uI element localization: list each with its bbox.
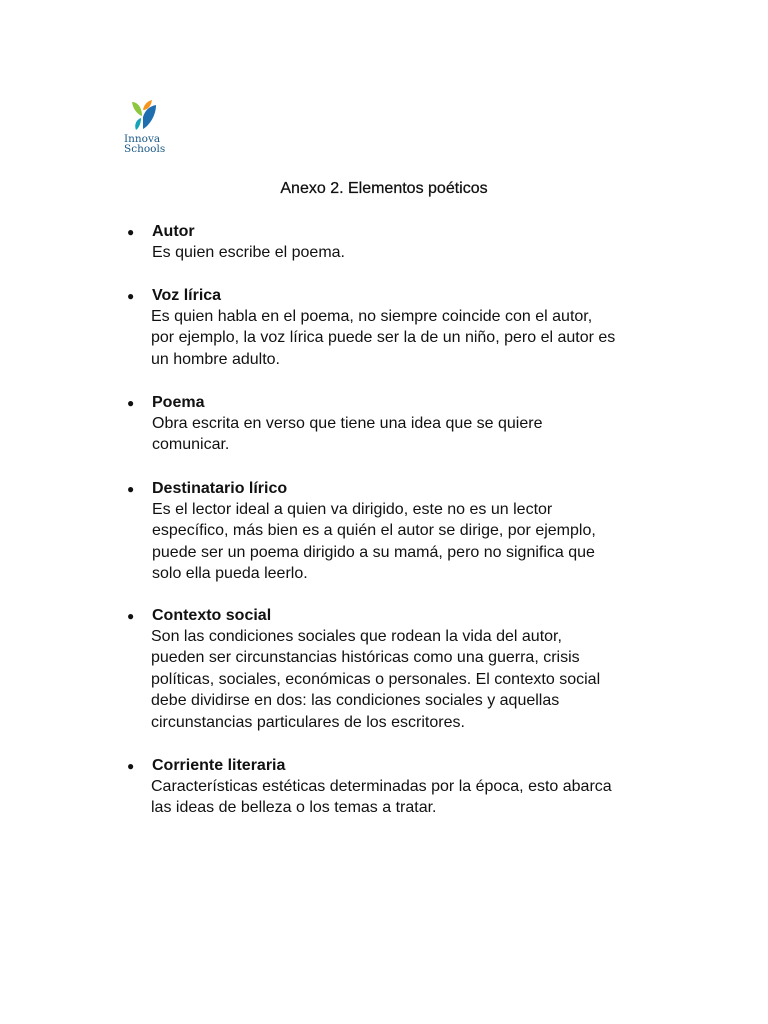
description-line: pueden ser circunstancias históricas como una guerra, crisis bbox=[151, 649, 580, 667]
description-line: Es el lector ideal a quien va dirigido, este no es un lector bbox=[152, 501, 553, 518]
bullet-icon: ● bbox=[127, 759, 135, 773]
item-description bbox=[151, 776, 681, 819]
description-line: debe dividirse en dos: las condiciones sociales y aquellas bbox=[151, 692, 560, 710]
description-line: circunstancias particulares de los escritores. bbox=[151, 713, 465, 731]
logo-line-2: Schools bbox=[124, 143, 166, 155]
description-line: por ejemplo, la voz lírica puede ser la de un niño, pero el autor es bbox=[151, 329, 616, 347]
description-line: las ideas de belleza o los temas a tratar. bbox=[151, 799, 437, 817]
description-line: específico, más bien es a quién el autor se dirige, por ejemplo, bbox=[152, 522, 596, 540]
description-line: solo ella pueda leerlo. bbox=[152, 565, 308, 583]
item-term: Contexto social bbox=[152, 607, 272, 624]
item-term: Poema bbox=[152, 394, 205, 411]
item-term: Corriente literaria bbox=[152, 757, 286, 774]
description-line: comunicar. bbox=[152, 436, 230, 454]
bullet-icon: ● bbox=[127, 396, 135, 410]
item-description bbox=[151, 626, 681, 733]
description-line: Es quien escribe el poema. bbox=[152, 244, 345, 261]
item-description bbox=[152, 242, 682, 263]
item-term: Destinatario lírico bbox=[152, 480, 288, 497]
description-line: puede ser un poema dirigido a su mamá, pero no significa que bbox=[152, 543, 595, 561]
item-term: Voz lírica bbox=[152, 287, 222, 304]
item-description bbox=[151, 306, 681, 370]
description-line: Características estéticas determinadas por la época, esto abarca bbox=[151, 778, 612, 795]
bullet-icon: ● bbox=[127, 225, 135, 239]
item-description bbox=[152, 499, 682, 585]
bullet-icon: ● bbox=[127, 609, 135, 623]
item-description bbox=[152, 413, 682, 456]
description-line: un hombre adulto. bbox=[151, 350, 280, 368]
logo-line-1: Innova bbox=[124, 133, 161, 145]
bullet-icon: ● bbox=[127, 289, 135, 303]
description-line: políticas, sociales, económicas o personales. El contexto social bbox=[151, 670, 601, 688]
description-line: Obra escrita en verso que tiene una idea que se quiere bbox=[152, 415, 543, 432]
description-line: Son las condiciones sociales que rodean la vida del autor, bbox=[151, 628, 562, 645]
description-line: Es quien habla en el poema, no siempre coincide con el autor, bbox=[151, 308, 593, 325]
bullet-icon: ● bbox=[127, 482, 135, 496]
item-term: Autor bbox=[152, 223, 195, 240]
document-title: Anexo 2. Elementos poéticos bbox=[280, 180, 488, 197]
